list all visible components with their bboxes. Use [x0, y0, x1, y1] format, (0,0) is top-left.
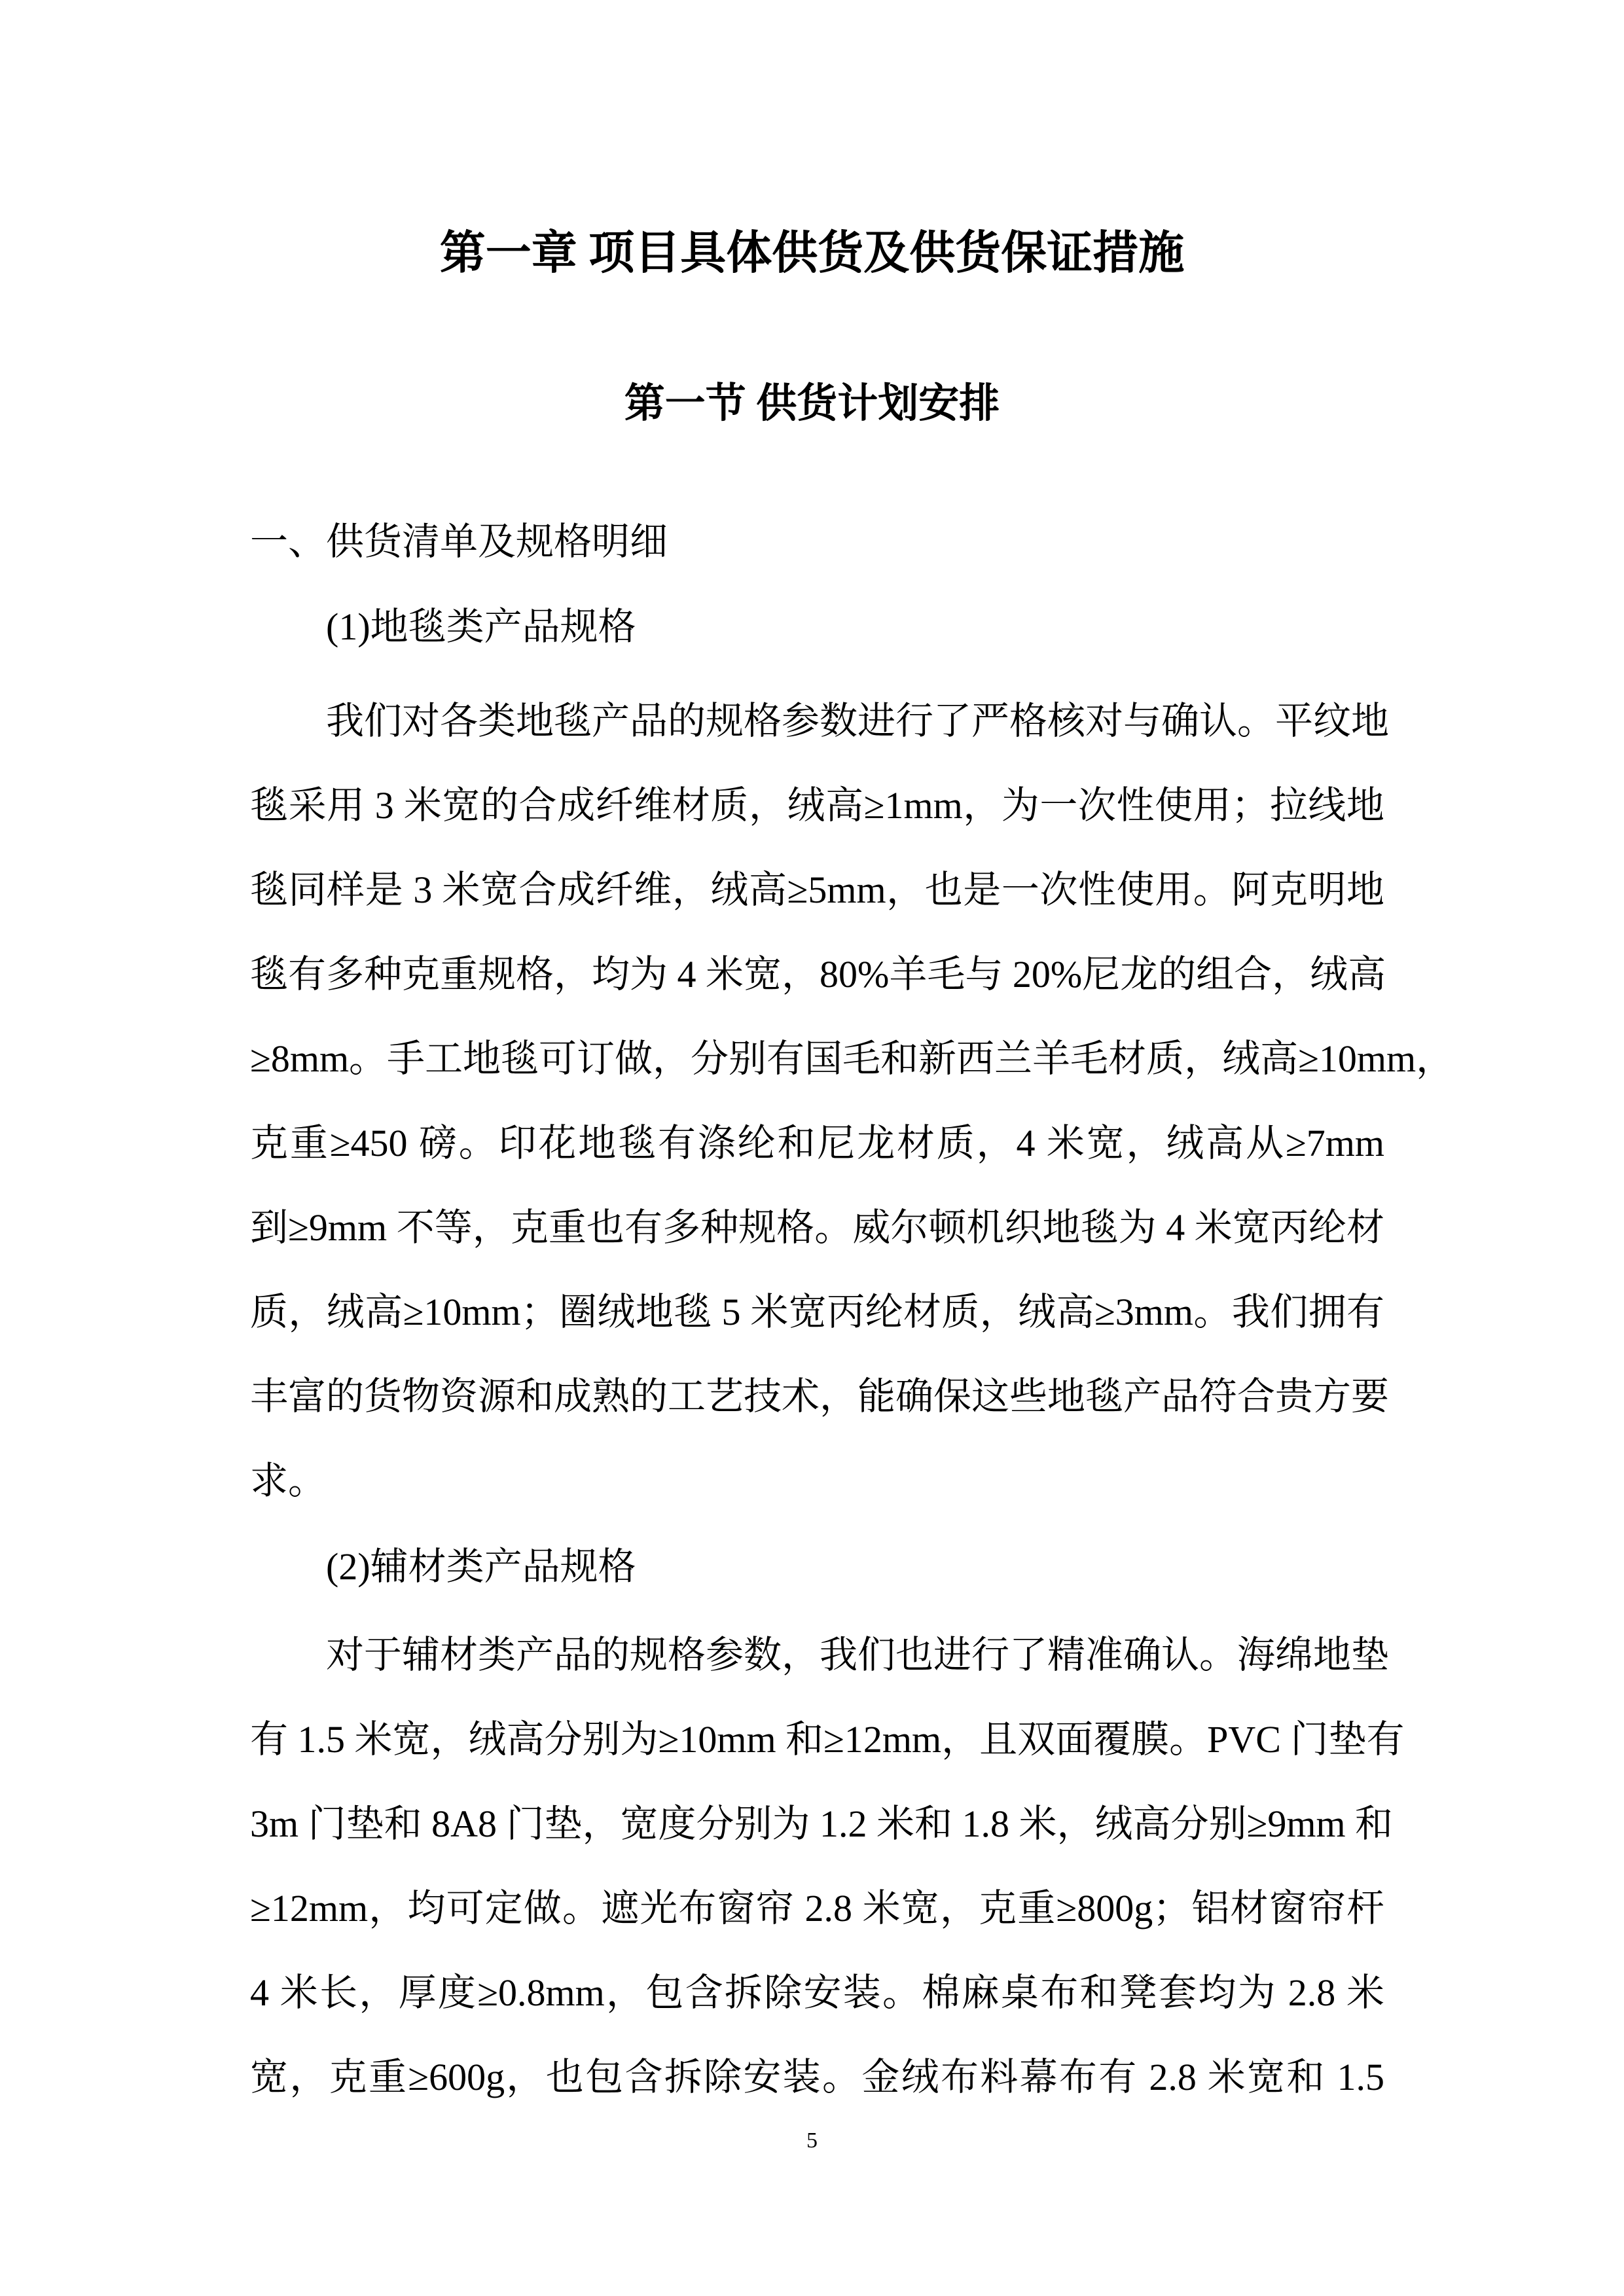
paragraph-line: 4 米长，厚度≥0.8mm，包含拆除安装。棉麻桌布和凳套均为 2.8 米: [250, 1971, 1384, 2014]
paragraph-line: 毯同样是 3 米宽合成纤维，绒高≥5mm，也是一次性使用。阿克明地: [250, 869, 1384, 911]
paragraph-line: 克重≥450 磅。印花地毯有涤纶和尼龙材质，4 米宽，绒高从≥7mm: [250, 1122, 1384, 1164]
paragraph-line: 毯采用 3 米宽的合成纤维材质，绒高≥1mm，为一次性使用；拉线地: [250, 784, 1384, 827]
paragraph-line: 质，绒高≥10mm；圈绒地毯 5 米宽丙纶材质，绒高≥3mm。我们拥有: [250, 1291, 1384, 1333]
paragraph-line: 有 1.5 米宽，绒高分别为≥10mm 和≥12mm，且双面覆膜。PVC 门垫有: [250, 1718, 1405, 1761]
paragraph-line: ≥12mm，均可定做。遮光布窗帘 2.8 米宽，克重≥800g；铝材窗帘杆: [250, 1887, 1384, 1929]
subheading-carpet: (1)地毯类产品规格: [326, 605, 636, 648]
paragraph-line: 毯有多种克重规格，均为 4 米宽，80%羊毛与 20%尼龙的组合，绒高: [250, 953, 1386, 996]
page-number: 5: [806, 2128, 818, 2153]
paragraph-line: 3m 门垫和 8A8 门垫，宽度分别为 1.2 米和 1.8 米，绒高分别≥9mm 和: [250, 1803, 1394, 1845]
chapter-title: 第一章 项目具体供货及供货保证措施: [439, 228, 1185, 279]
subheading-auxiliary: (2)辅材类产品规格: [326, 1545, 636, 1588]
heading-supply-list: 一、供货清单及规格明细: [250, 520, 668, 563]
paragraph-line: 到≥9mm 不等，克重也有多种规格。威尔顿机织地毯为 4 米宽丙纶材: [250, 1206, 1384, 1249]
paragraph-line: 丰富的货物资源和成熟的工艺技术，能确保这些地毯产品符合贵方要: [250, 1375, 1390, 1418]
paragraph-line: 我们对各类地毯产品的规格参数进行了严格核对与确认。平纹地: [326, 700, 1390, 742]
paragraph-line: ≥8mm。手工地毯可订做，分别有国毛和新西兰羊毛材质，绒高≥10mm，: [250, 1037, 1454, 1080]
paragraph-line: 求。: [250, 1460, 327, 1502]
paragraph-line: 宽，克重≥600g，也包含拆除安装。金绒布料幕布有 2.8 米宽和 1.5: [250, 2056, 1384, 2098]
paragraph-line: 对于辅材类产品的规格参数，我们也进行了精准确认。海绵地垫: [326, 1634, 1390, 1676]
section-title: 第一节 供货计划安排: [624, 382, 1000, 426]
